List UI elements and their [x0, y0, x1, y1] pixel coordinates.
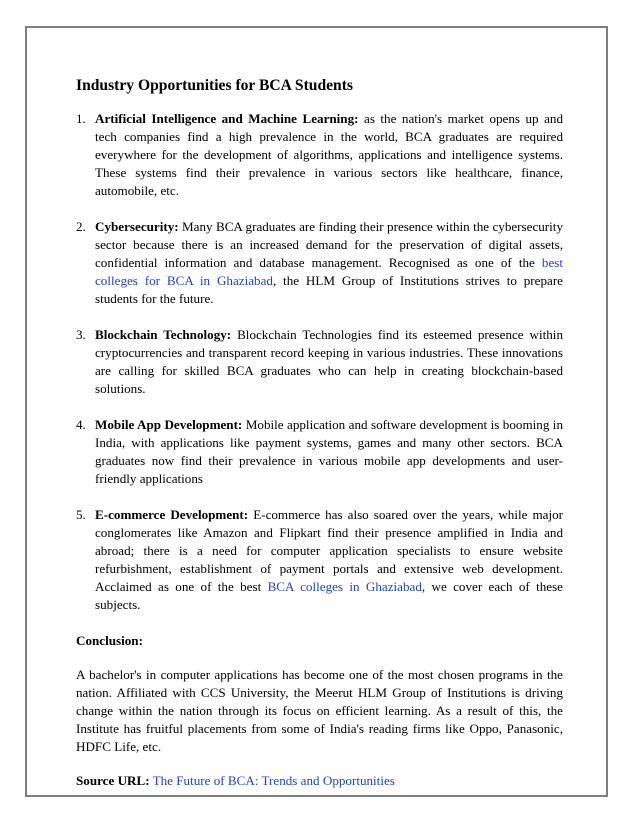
list-item-title: E-commerce Development: — [95, 507, 249, 522]
list-item-number: 4. — [76, 417, 86, 432]
source-line — [76, 772, 563, 790]
source-label: Source URL: — [76, 773, 150, 788]
list-item-blockchain — [76, 326, 563, 398]
list-item-text: Mobile application and software development is booming in India, with applications like payment systems, games and many other sectors. BCA graduates now find their prevalence in various mobile app developments and user-friendly applications — [95, 417, 563, 486]
list-item-number: 5. — [76, 507, 86, 522]
opportunities-list — [76, 110, 563, 614]
bca-colleges-ghaziabad-link[interactable]: BCA colleges in Ghaziabad — [267, 579, 422, 594]
list-item-text-after: , the HLM Group of Institutions strives to prepare students for the future. — [95, 273, 563, 306]
best-colleges-bca-link[interactable]: best colleges for BCA in Ghaziabad — [95, 255, 563, 288]
list-item-cybersecurity — [76, 218, 563, 308]
list-item-text: Many BCA graduates are finding their presence within the cybersecurity sector because there is an increased demand for the preservation of digital assets, confidential information and database management. Recognised as one of the — [95, 219, 563, 270]
list-item-ai-ml — [76, 110, 563, 200]
list-item-text: Blockchain Technologies find its esteemed presence within cryptocurrencies and transparent record keeping in various industries. These innovations are calling for skilled BCA graduates who can help in creating blockchain-based solutions. — [95, 327, 563, 396]
source-url-link[interactable]: The Future of BCA: Trends and Opportunities — [152, 773, 395, 788]
list-item-mobile-app — [76, 416, 563, 488]
list-item-title: Artificial Intelligence and Machine Learning: — [95, 111, 359, 126]
conclusion-paragraph: A bachelor's in computer applications has become one of the most chosen programs in the nation. Affiliated with CCS University, the Meerut HLM Group of Institutions is driving change within the nation through its focus on efficient learning. As a result of this, the Institute has fruitful placements from some of India's reading firms like Oppo, Panasonic, HDFC Life, etc. — [76, 667, 563, 754]
list-item-title: Mobile App Development: — [95, 417, 243, 432]
list-item-title: Cybersecurity: — [95, 219, 179, 234]
list-item-text: E-commerce has also soared over the years, while major conglomerates like Amazon and Flipkart find their presence amplified in India and abroad; there is a need for computer application specialists to ensure website refurbishment, establishment of payment portals and extensive web development. Acclaimed as one of the best — [95, 507, 563, 594]
list-item-text-after: , we cover each of these subjects. — [95, 579, 563, 612]
conclusion-heading: Conclusion: — [76, 633, 143, 648]
list-item-text: as the nation's market opens up and tech companies find a high prevalence in the world, BCA graduates are required everywhere for the development of algorithms, applications and intelligence systems. These systems find their prevalence in various sectors like healthcare, finance, automobile, etc. — [95, 111, 564, 198]
list-item-number: 1. — [76, 111, 86, 126]
page-title: Industry Opportunities for BCA Students — [76, 77, 353, 94]
list-item-title: Blockchain Technology: — [95, 327, 232, 342]
list-item-number: 2. — [76, 219, 86, 234]
list-item-ecommerce — [76, 506, 563, 614]
list-item-number: 3. — [76, 327, 86, 342]
document-content — [76, 76, 563, 790]
